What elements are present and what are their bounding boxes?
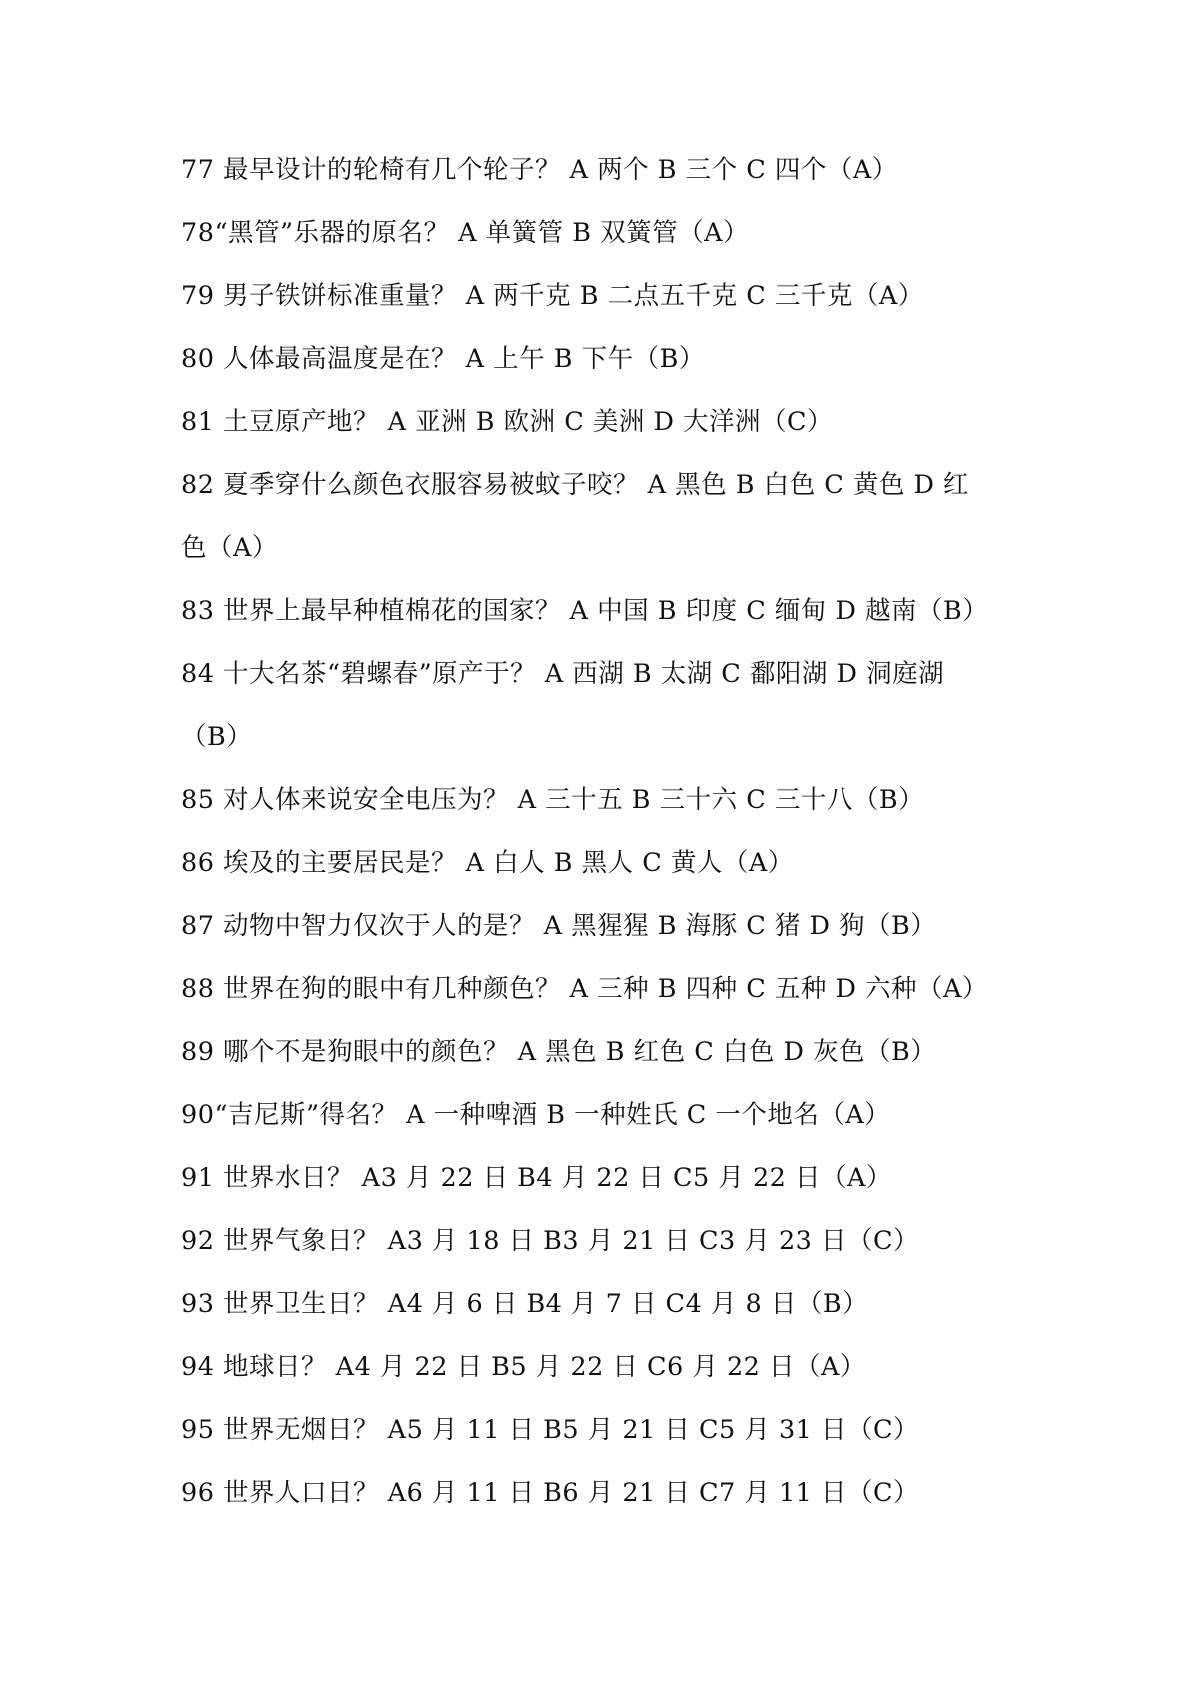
question-95: 95 世界无烟日？ A5 月 11 日 B5 月 21 日 C5 月 31 日（C）	[181, 1415, 920, 1445]
question-77: 77 最早设计的轮椅有几个轮子？ A 两个 B 三个 C 四个（A）	[181, 155, 898, 185]
question-78: 78“黑管”乐器的原名？ A 单簧管 B 双簧管（A）	[181, 218, 750, 248]
question-88: 88 世界在狗的眼中有几种颜色？ A 三种 B 四种 C 五种 D 六种（A）	[181, 974, 988, 1004]
quiz-question-list	[181, 139, 1023, 1525]
question-89: 89 哪个不是狗眼中的颜色？ A 黑色 B 红色 C 白色 D 灰色（B）	[181, 1037, 937, 1067]
question-96: 96 世界人口日？ A6 月 11 日 B6 月 21 日 C7 月 11 日（C）	[181, 1478, 920, 1508]
question-83: 83 世界上最早种植棉花的国家？ A 中国 B 印度 C 缅甸 D 越南（B）	[181, 596, 989, 626]
question-80: 80 人体最高温度是在？ A 上午 B 下午（B）	[181, 344, 705, 374]
question-84-continued: （B）	[181, 722, 253, 752]
question-82: 82 夏季穿什么颜色衣服容易被蚊子咬？ A 黑色 B 白色 C 黄色 D 红	[181, 470, 970, 500]
question-94: 94 地球日？ A4 月 22 日 B5 月 22 日 C6 月 22 日（A）	[181, 1352, 866, 1382]
question-91: 91 世界水日？ A3 月 22 日 B4 月 22 日 C5 月 22 日（A）	[181, 1163, 892, 1193]
question-92: 92 世界气象日？ A3 月 18 日 B3 月 21 日 C3 月 23 日（C）	[181, 1226, 920, 1256]
question-79: 79 男子铁饼标准重量？ A 两千克 B 二点五千克 C 三千克（A）	[181, 281, 924, 311]
question-90: 90“吉尼斯”得名？ A 一种啤酒 B 一种姓氏 C 一个地名（A）	[181, 1100, 891, 1130]
question-93: 93 世界卫生日？ A4 月 6 日 B4 月 7 日 C4 月 8 日（B）	[181, 1289, 869, 1319]
question-81: 81 土豆原产地？ A 亚洲 B 欧洲 C 美洲 D 大洋洲（C）	[181, 407, 834, 437]
question-84: 84 十大名茶“碧螺春”原产于？ A 西湖 B 太湖 C 鄱阳湖 D 洞庭湖	[181, 659, 945, 689]
question-85: 85 对人体来说安全电压为？ A 三十五 B 三十六 C 三十八（B）	[181, 785, 925, 815]
question-82-continued: 色（A）	[181, 533, 278, 563]
question-86: 86 埃及的主要居民是？ A 白人 B 黑人 C 黄人（A）	[181, 848, 794, 878]
question-87: 87 动物中智力仅次于人的是？ A 黑猩猩 B 海豚 C 猪 D 狗（B）	[181, 911, 937, 941]
